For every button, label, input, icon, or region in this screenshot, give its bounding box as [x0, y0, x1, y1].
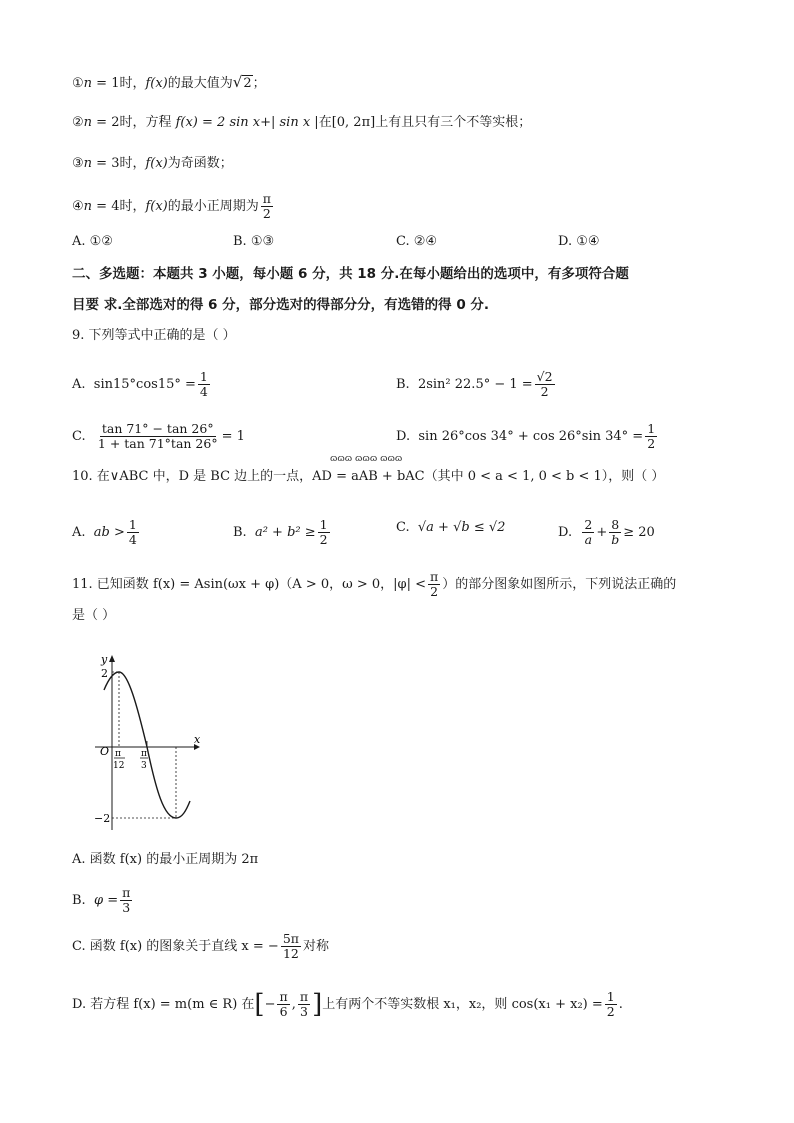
denominator: a — [584, 532, 593, 547]
option-expr: √a + √b ≤ √2 — [417, 520, 506, 535]
statement-3 — [72, 154, 233, 174]
numerator: π — [122, 885, 131, 900]
tick2-den: 3 — [141, 761, 147, 771]
option-text: D. 若方程 f(x) = m(m ∈ R) 在 — [72, 997, 255, 1012]
q11-option-b[interactable] — [72, 886, 134, 915]
plus-sign: + — [596, 525, 608, 540]
numerator: π — [279, 989, 288, 1004]
numerator: π — [299, 989, 309, 1004]
numerator: 8 — [611, 517, 620, 532]
statement-func: f(x) — [145, 156, 168, 171]
option-b[interactable]: B. ①③ — [233, 234, 275, 249]
stem-text: ）的部分图象如图所示，下列说法正确的 — [442, 577, 677, 592]
option-label: A. — [72, 377, 86, 392]
option-c[interactable]: C. ②④ — [396, 234, 438, 249]
fraction — [277, 990, 289, 1019]
y-axis-arrow-icon — [109, 655, 115, 662]
statement-2 — [72, 113, 531, 133]
statement-number: ① — [72, 76, 84, 91]
tick1-den: 12 — [113, 761, 125, 771]
option-label: D. — [558, 525, 573, 540]
origin-label: O — [100, 745, 110, 758]
option-label: B. — [233, 525, 247, 540]
numerator: tan 71° − tan 26° — [101, 421, 214, 436]
statement-tail: ； — [252, 76, 266, 91]
denominator: 6 — [279, 1004, 288, 1019]
fraction — [428, 570, 440, 599]
q11-option-c[interactable] — [72, 932, 329, 961]
numerator: 1 — [647, 421, 656, 436]
fraction — [582, 518, 594, 547]
denominator: 2 — [430, 584, 439, 599]
statement-var: n — [83, 115, 93, 130]
option-expr: sin 26°cos 34° + cos 26°sin 34° = — [418, 429, 644, 444]
q9-option-a[interactable] — [72, 370, 212, 399]
fraction — [120, 886, 132, 915]
option-expr: ≥ 20 — [623, 525, 655, 540]
fraction — [318, 518, 330, 547]
option-text: 对称 — [303, 939, 330, 954]
statement-func: f(x) — [145, 76, 168, 91]
fraction — [127, 518, 139, 547]
option-label: B. — [396, 377, 410, 392]
question-11-stem-cont: 是（ ） — [72, 608, 116, 623]
denominator: 2 — [606, 1004, 615, 1019]
option-expr: = 1 — [221, 429, 245, 444]
numerator: 1 — [199, 369, 208, 384]
statement-text: 的最大值为 — [167, 76, 233, 91]
denominator: 2 — [540, 384, 549, 399]
statement-text: 为奇函数； — [167, 156, 233, 171]
option-d[interactable]: D. ①④ — [558, 234, 600, 249]
option-text: C. 函数 f(x) 的图象关于直线 x = − — [72, 939, 279, 954]
vector-marks: ɷɷɷ ɷɷɷ ɷɷɷ — [330, 454, 403, 464]
option-expr: sin15°cos15° = — [93, 377, 196, 392]
denominator: 3 — [122, 900, 131, 915]
denominator: 1 + tan 71°tan 26° — [97, 436, 218, 451]
statement-text: = 3时， — [92, 156, 146, 171]
tick1-num: π — [115, 749, 121, 759]
right-bracket: ] — [312, 989, 323, 1020]
numerator: 5π — [282, 931, 299, 946]
stem-text: 11. 已知函数 f(x) = Asin(ωx + φ)（A > 0，ω > 0，|φ| < — [72, 577, 427, 592]
statement-var: n — [83, 156, 93, 171]
numerator: π — [262, 191, 271, 206]
q9-option-d[interactable] — [396, 422, 659, 451]
denominator: 2 — [262, 206, 271, 221]
option-expr: 2sin² 22.5° − 1 = — [417, 377, 533, 392]
statement-text: = 4时， — [92, 199, 146, 214]
q11-option-a[interactable]: A. 函数 f(x) 的最小正周期为 2π — [72, 852, 259, 867]
numerator: 2 — [584, 517, 593, 532]
x-axis-label: x — [194, 733, 201, 746]
y-axis-label: y — [101, 653, 108, 666]
statement-number: ③ — [72, 156, 84, 171]
denominator: 2 — [647, 436, 656, 451]
section-heading-cont: 目要 求.全部选对的得 6 分，部分选对的得部分分，有选错的得 0 分. — [72, 297, 490, 313]
option-label: C. — [72, 429, 86, 444]
minus-sign: − — [264, 997, 276, 1012]
numerator: 1 — [606, 989, 615, 1004]
fraction — [645, 422, 657, 451]
q10-option-b[interactable] — [233, 518, 332, 547]
denominator: b — [611, 532, 620, 547]
numerator: π — [430, 569, 439, 584]
denominator: 4 — [199, 384, 208, 399]
option-label: A. — [72, 525, 86, 540]
statement-text: 的最小正周期为 — [167, 199, 259, 214]
numerator: √2 — [536, 369, 553, 384]
denominator: 3 — [299, 1004, 308, 1019]
numerator: 1 — [128, 517, 137, 532]
comma: , — [291, 997, 296, 1012]
numerator: 1 — [319, 517, 328, 532]
fraction — [261, 192, 273, 221]
option-a[interactable]: A. ①② — [72, 234, 113, 249]
tick2-num: π — [141, 749, 147, 759]
statement-text: 在[0, 2π]上有且只有三个不等实根； — [318, 115, 532, 130]
statement-text: = 1时， — [92, 76, 146, 91]
fraction — [281, 932, 301, 961]
statement-func: f(x) = 2 sin x+| sin x | — [175, 115, 319, 130]
question-9-stem: 9. 下列等式中正确的是（ ） — [72, 328, 236, 343]
period: . — [618, 997, 623, 1012]
sqrt-symbol: √ — [232, 73, 243, 91]
q9-option-b[interactable] — [396, 370, 557, 399]
section-heading: 二、多选题：本题共 3 小题，每小题 6 分，共 18 分.在每小题给出的选项中，有多项符合题 — [72, 266, 629, 282]
statement-var: n — [83, 199, 93, 214]
question-10-stem: 10. 在∨ABC 中，D 是 BC 边上的一点，AD = aAB + bAC（其中 0 < a < 1, 0 < b < 1），则（ ） — [72, 469, 665, 484]
y-max-label: 2 — [101, 667, 108, 680]
statement-text: = 2时，方程 — [92, 115, 176, 130]
statement-number: ② — [72, 115, 84, 130]
denominator: 12 — [282, 946, 299, 961]
option-expr: a² + b² ≥ — [254, 525, 316, 540]
q10-option-c[interactable] — [396, 518, 505, 538]
left-bracket: [ — [254, 989, 265, 1020]
fraction — [96, 422, 220, 451]
option-text: 上有两个不等实数根 x₁，x₂，则 cos(x₁ + x₂) = — [322, 997, 603, 1012]
option-expr: φ = — [93, 893, 119, 908]
statement-var: n — [83, 76, 93, 91]
statement-4 — [72, 192, 275, 221]
q9-option-c[interactable] — [72, 422, 245, 451]
question-11-stem — [72, 570, 676, 599]
sqrt-value: 2 — [243, 76, 252, 91]
fraction — [198, 370, 210, 399]
fraction — [535, 370, 555, 399]
denominator: 4 — [128, 532, 137, 547]
option-label: C. — [396, 520, 410, 535]
q10-option-d[interactable] — [558, 518, 655, 547]
q10-option-a[interactable] — [72, 518, 141, 547]
option-label: B. — [72, 893, 86, 908]
fraction — [609, 518, 621, 547]
option-expr: ab > — [93, 525, 125, 540]
sine-graph — [90, 645, 210, 835]
fraction — [605, 990, 617, 1019]
statement-number: ④ — [72, 199, 84, 214]
option-label: D. — [396, 429, 411, 444]
y-min-label: −2 — [94, 812, 111, 825]
denominator: 2 — [319, 532, 328, 547]
statement-1 — [72, 72, 266, 94]
statement-func: f(x) — [145, 199, 168, 214]
q11-option-d[interactable] — [72, 990, 623, 1019]
fraction — [298, 990, 310, 1019]
